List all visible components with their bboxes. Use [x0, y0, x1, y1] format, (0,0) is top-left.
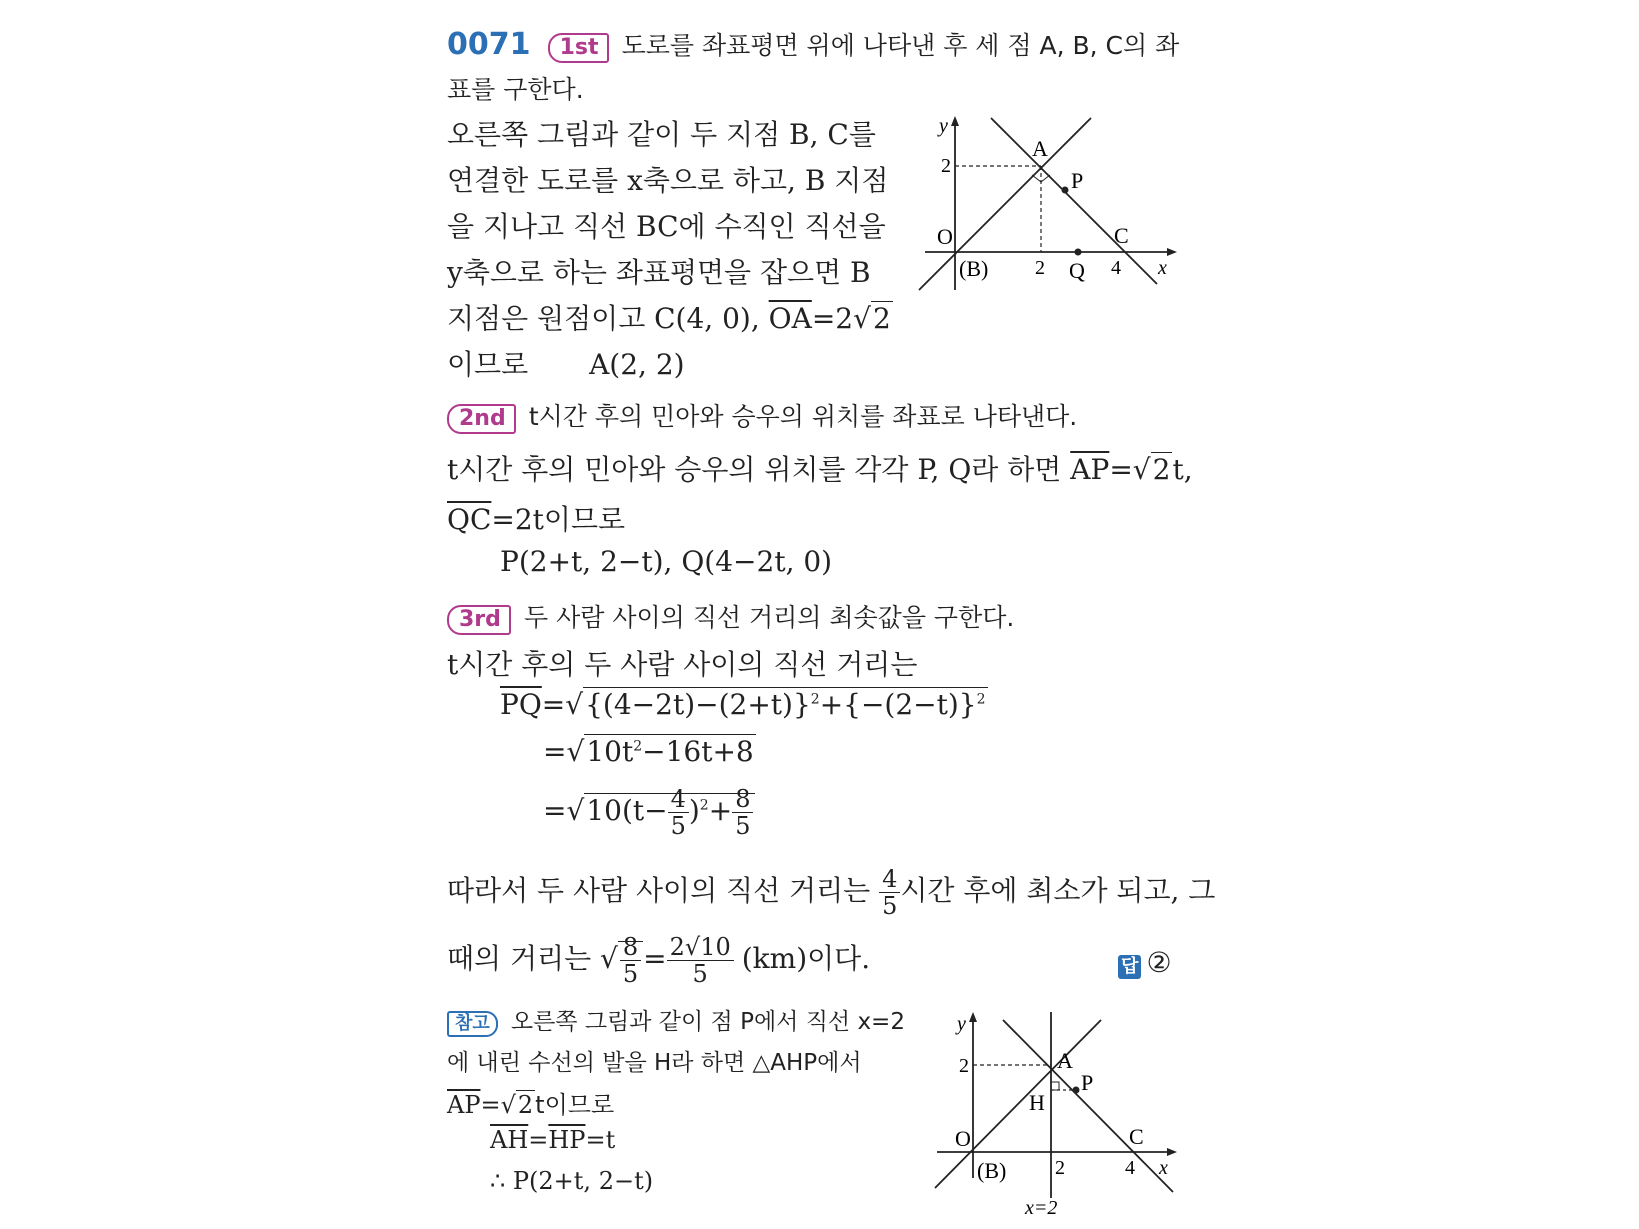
fig1-y-label: y — [939, 115, 948, 137]
eq3-frac-num: 4 — [668, 786, 689, 813]
eq1-sup-a: 2 — [810, 691, 820, 708]
eq1-radicand — [583, 687, 987, 721]
fig1-label-a: A — [1032, 136, 1048, 161]
step2-line1 — [447, 448, 1193, 488]
step1-badge: 1st — [548, 33, 609, 63]
dist-frac2-num: 2√10 — [667, 934, 734, 961]
dist-post: (km)이다. — [741, 942, 871, 975]
dist-eq: = — [643, 942, 667, 975]
fig2-tick-2y: 2 — [959, 1055, 969, 1077]
segment-oa: $\overline{OA}$ — [768, 302, 812, 335]
step1-line4: y축으로 하는 좌표평면을 잡으면 B — [447, 256, 871, 289]
fig2-label-b: (B) — [977, 1158, 1007, 1183]
step2-line1-pre: t시간 후의 민아와 승우의 위치를 각각 P, Q라 하면 — [447, 453, 1071, 486]
step1-heading-line2: 표를 구한다. — [447, 75, 584, 104]
eq3-frac — [668, 786, 689, 839]
fig2-label-h: H — [1029, 1090, 1045, 1115]
dist-frac-num: 8 — [620, 934, 641, 961]
note-segment-ah: $\overline{AH}$ — [490, 1126, 529, 1154]
eq2-rad-a: 10t — [586, 735, 634, 768]
fig2-line-label: x=2 — [1025, 1197, 1058, 1219]
eq3-c: + — [708, 794, 733, 827]
step3-eq2 — [543, 735, 756, 768]
concl-pre: 따라서 두 사람 사이의 직선 거리는 — [447, 874, 880, 907]
note-line3-post: t이므로 — [535, 1091, 615, 1119]
dist-frac2 — [667, 934, 734, 987]
step3-header — [447, 598, 1014, 635]
figure1-graph — [915, 112, 1185, 302]
fig2-label-c: C — [1129, 1124, 1144, 1149]
fig1-tick-2y: 2 — [941, 155, 951, 177]
dist-frac-den: 5 — [622, 960, 639, 988]
eq3-sup: 2 — [699, 797, 709, 814]
note-segment-ap: $\overline{AP}$ — [447, 1091, 481, 1119]
eq3-frac2-den: 5 — [735, 812, 751, 840]
fig2-label-a: A — [1057, 1048, 1073, 1073]
note-segment-hp: $\overline{HP}$ — [548, 1126, 586, 1154]
fig2-label-p: P — [1081, 1070, 1094, 1095]
fig1-label-o: O — [937, 224, 953, 249]
step1-line2: 연결한 도로를 x축으로 하고, B 지점 — [447, 164, 889, 197]
step2-line3: P(2+t, 2−t), Q(4−2t, 0) — [500, 545, 833, 578]
eq1-rad-a: {(4−2t)−(2+t)} — [585, 688, 811, 721]
step2-line2 — [447, 498, 625, 538]
eq3-b: ) — [688, 794, 700, 827]
point-a-result: A(2, 2) — [589, 348, 685, 381]
problem-number: 0071 — [447, 27, 531, 62]
note-line1 — [447, 1003, 905, 1037]
step2-header — [447, 397, 1077, 434]
step1-line6-text: 이므로 — [447, 348, 529, 381]
eq1-sup-b: 2 — [976, 691, 986, 708]
fig1-label-p: P — [1071, 168, 1084, 193]
note-line5: ∴ P(2+t, 2−t) — [490, 1167, 654, 1195]
concl-frac-num: 4 — [879, 866, 900, 893]
note-line3-eq: =√ — [480, 1091, 516, 1119]
point-p-dot — [1062, 187, 1069, 194]
step3-heading: 두 사람 사이의 직선 거리의 최솟값을 구한다. — [524, 603, 1015, 632]
eq2-rad-b: −16t+8 — [642, 735, 754, 768]
answer-value: ② — [1146, 946, 1172, 979]
fig1-tick-4: 4 — [1111, 257, 1121, 279]
figure2-graph — [925, 1008, 1195, 1223]
note-line4-eq: = — [528, 1126, 549, 1154]
step2-line1-post: t, — [1172, 453, 1193, 486]
dist-frac — [620, 934, 641, 987]
fig2-tick-4: 4 — [1125, 1157, 1135, 1179]
eq3-frac-den: 5 — [670, 812, 686, 840]
step2-badge: 2nd — [447, 404, 516, 434]
step3-badge: 3rd — [447, 605, 511, 635]
eq2-eq: =√ — [543, 735, 585, 768]
step2-line1-eq: =√ — [1109, 453, 1151, 486]
step1-line5-eq: =2√ — [811, 302, 871, 335]
step2-line1-rad: 2 — [1152, 453, 1171, 486]
note-line2: 에 내린 수선의 발을 H라 하면 △AHP에서 — [447, 1050, 862, 1076]
fig2-tick-2x: 2 — [1055, 1157, 1065, 1179]
step3-conclusion — [447, 866, 1215, 919]
step1-heading-line1: 도로를 좌표평면 위에 나타낸 후 세 점 A, B, C의 좌 — [621, 31, 1180, 60]
step2-heading: t시간 후의 민아와 승우의 위치를 좌표로 나타낸다. — [528, 402, 1078, 431]
eq2-radicand — [584, 734, 755, 768]
eq1-rad-b: +{−(2−t)} — [819, 688, 977, 721]
eq1-eq: =√ — [541, 688, 584, 721]
fig2-y-label: y — [957, 1013, 966, 1035]
dist-radicand — [618, 933, 643, 988]
step3-line1: t시간 후의 두 사람 사이의 직선 거리는 — [447, 648, 918, 681]
concl-frac — [879, 866, 900, 919]
segment-pq: $\overline{PQ}$ — [500, 688, 542, 721]
fig1-label-b: (B) — [959, 256, 989, 281]
step1-line3: 을 지나고 직선 BC에 수직인 직선을 — [447, 210, 886, 243]
segment-ap: $\overline{AP}$ — [1070, 453, 1110, 486]
eq3-radicand — [584, 785, 755, 840]
fig1-label-q: Q — [1069, 258, 1085, 283]
answer-icon: 답 — [1118, 955, 1141, 979]
step3-distance — [447, 934, 870, 987]
step1-line5 — [447, 297, 893, 337]
fig1-label-c: C — [1114, 223, 1129, 248]
eq3-frac2 — [732, 786, 753, 839]
step1-line1: 오른쪽 그림과 같이 두 지점 B, C를 — [447, 118, 876, 151]
eq3-frac2-num: 8 — [732, 786, 753, 813]
step2-line2-post: =2t이므로 — [491, 503, 626, 536]
eq3-a: 10(t− — [586, 794, 668, 827]
concl-post: 시간 후에 최소가 되고, 그 — [900, 874, 1216, 907]
fig1-x-label: x — [1158, 257, 1167, 279]
step1-line5-rad: 2 — [872, 302, 891, 335]
note-badge: 참고 — [447, 1011, 498, 1037]
fig2-point-p-dot — [1073, 1087, 1080, 1094]
answer — [1118, 946, 1172, 979]
problem-header — [447, 26, 1179, 63]
fig2-x-label: x — [1159, 1157, 1168, 1179]
dist-pre: 때의 거리는 √ — [447, 942, 618, 975]
note-line3 — [447, 1085, 614, 1120]
note-line3-rad: 2 — [517, 1091, 534, 1119]
fig2-label-o: O — [955, 1126, 971, 1151]
step3-eq3 — [543, 786, 755, 839]
dist-frac2-den: 5 — [692, 960, 708, 988]
eq3-eq: =√ — [543, 794, 585, 827]
step1-line6 — [447, 343, 685, 383]
note-line4 — [490, 1126, 615, 1154]
point-q-dot — [1075, 249, 1082, 256]
step1-line5-pre: 지점은 원점이고 C(4, 0), — [447, 302, 769, 335]
eq2-sup: 2 — [633, 738, 643, 755]
step3-eq1 — [500, 688, 988, 721]
fig1-tick-2x: 2 — [1035, 257, 1045, 279]
note-line4-post: =t — [585, 1126, 616, 1154]
note-line1-text: 오른쪽 그림과 같이 점 P에서 직선 x=2 — [510, 1009, 905, 1035]
segment-qc: $\overline{QC}$ — [447, 503, 492, 536]
concl-frac-den: 5 — [882, 892, 898, 920]
